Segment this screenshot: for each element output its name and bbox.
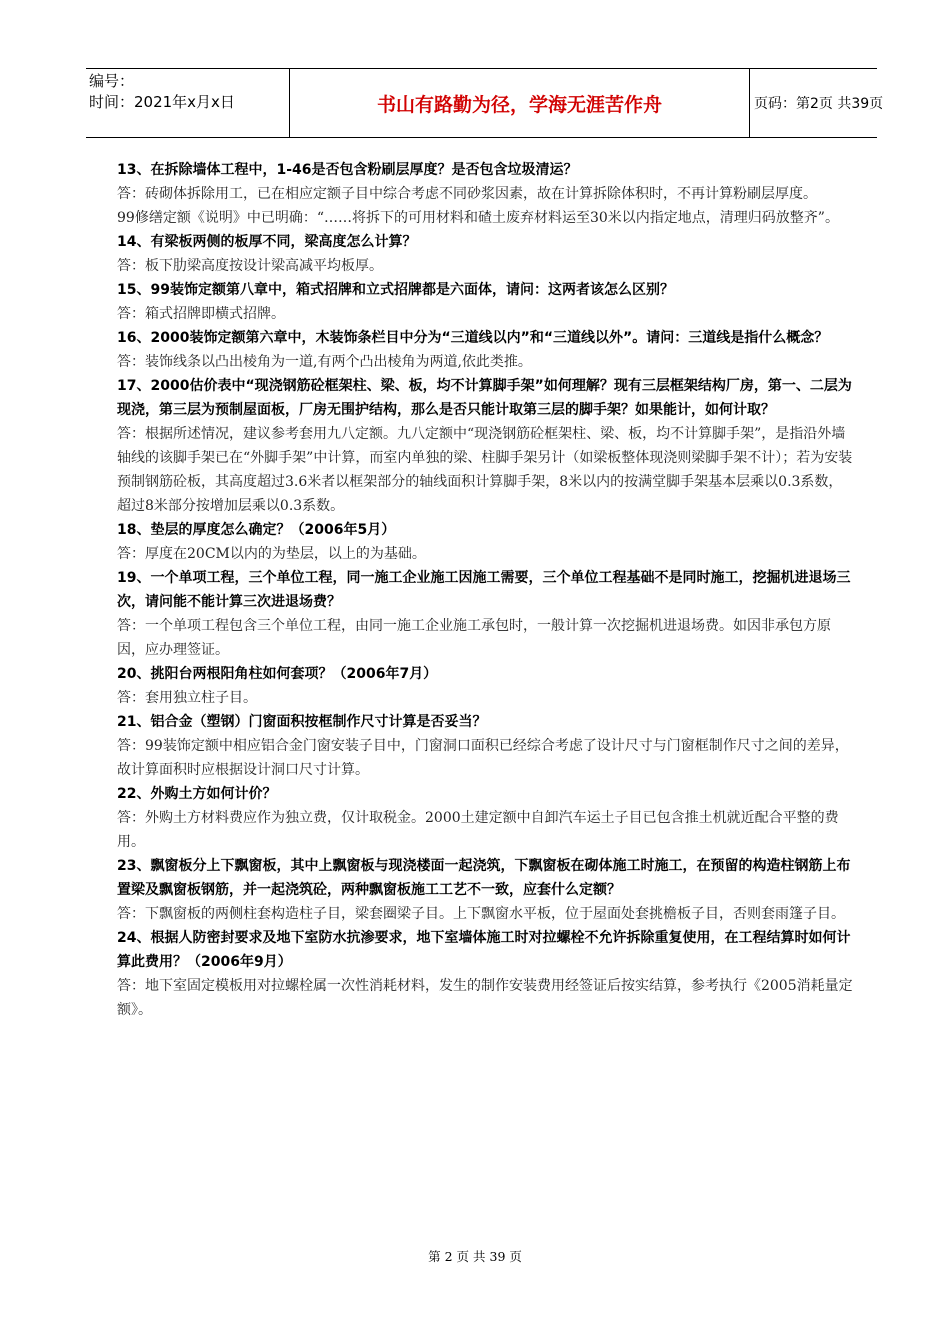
answer: 答：装饰线条以凸出棱角为一道,有两个凸出棱角为两道,依此类推。 [117,354,532,370]
answer: 答：砖砌体拆除用工，已在相应定额子目中综合考虑不同砂浆因素，故在计算拆除体积时，不再计算粉刷层厚度。 [117,186,817,202]
question: 23、飘窗板分上下飘窗板，其中上飘窗板与现浇楼面一起浇筑，下飘窗板在砌体施工时施工，在预留的构造柱钢筋上布置梁及飘窗板钢筋，并一起浇筑砼，两种飘窗板施工工艺不一致，应套什么定额？ [117,858,851,898]
footer-mid: 页 共 [456,1249,486,1264]
footer-total-pages: 39 [489,1249,506,1264]
document-time: 时间：2021年x月x日 [89,93,235,111]
answer: 答：箱式招牌即横式招牌。 [117,306,285,322]
question: 14、有梁板两侧的板厚不同，梁高度怎么计算？ [117,234,417,250]
footer-page-number: 2 [444,1249,453,1264]
question: 16、2000装饰定额第六章中，木装饰条栏目中分为“三道线以内”和“三道线以外”。请问：三道线是指什么概念？ [117,330,829,346]
page-footer [0,1247,950,1265]
document-number: 编号： [89,72,135,90]
qa-list [117,158,853,1022]
answer: 答：一个单项工程包含三个单位工程，由同一施工企业施工承包时，一般计算一次挖掘机进退场费。如因非承包方原因，应办理签证。 [117,618,831,658]
answer: 答：套用独立柱子目。 [117,690,257,706]
header-slogan: 书山有路勤为径，学海无涯苦作舟 [376,93,662,116]
answer: 答：厚度在20CM以内的为垫层，以上的为基础。 [117,546,426,562]
question: 21、铝合金（塑钢）门窗面积按框制作尺寸计算是否妥当？ [117,714,487,730]
answer: 答：板下肋梁高度按设计梁高减平均板厚。 [117,258,383,274]
question: 17、2000估价表中“现浇钢筋砼框架柱、梁、板，均不计算脚手架”如何理解？现有三层框架结构厂房，第一、二层为现浇，第三层为预制屋面板，厂房无围护结构，那么是否只能计取第三层的脚手架？如果能计，如何计取？ [117,378,852,418]
question: 18、垫层的厚度怎么确定？（2006年5月） [117,522,396,538]
question: 22、外购土方如何计价？ [117,786,277,802]
footer-prefix: 第 [428,1249,441,1264]
answer: 答：99装饰定额中相应铝合金门窗安装子目中，门窗洞口面积已经综合考虑了设计尺寸与门窗框制作尺寸之间的差异，故计算面积时应根据设计洞口尺寸计算。 [117,738,849,778]
header-meta [89,71,284,113]
question: 20、挑阳台两根阳角柱如何套项？（2006年7月） [117,666,438,682]
footer-suffix: 页 [509,1249,522,1264]
answer: 答：下飘窗板的两侧柱套构造柱子目，梁套圈梁子目。上下飘窗水平板，位于屋面处套挑檐板子目，否则套雨篷子目。 [117,906,845,922]
answer: 答：根据所述情况，建议参考套用九八定额。九八定额中“现浇钢筋砼框架柱、梁、板，均不计算脚手架”，是指沿外墙轴线的该脚手架已在“外脚手架”中计算，而室内单独的梁、柱脚手架另计（如梁板整体现浇则梁脚手架不计）；若为安装预制钢筋砼板，其高度超过3.6米者以框架部分的轴线面积计算脚手架，8米以内的按满堂脚手架基本层乘以0.3系数，超过8米部分按增加层乘以0.3系数。 [117,426,853,514]
question: 13、在拆除墙体工程中，1-46是否包含粉刷层厚度？是否包含垃圾清运？ [117,162,578,178]
answer: 99修缮定额《说明》中已明确：“……将拆下的可用材料和碴土废弃材料运至30米以内指定地点，清理归码放整齐”。 [117,210,839,226]
question: 19、一个单项工程，三个单位工程，同一施工企业施工因施工需要，三个单位工程基础不是同时施工，挖掘机进退场三次，请问能不能计算三次进退场费？ [117,570,851,610]
answer: 答：地下室固定模板用对拉螺栓属一次性消耗材料，发生的制作安装费用经签证后按实结算，参考执行《2005消耗量定额》。 [117,978,853,1018]
question: 15、99装饰定额第八章中，箱式招牌和立式招牌都是六面体，请问：这两者该怎么区别？ [117,282,674,298]
page-header [86,68,884,138]
question: 24、根据人防密封要求及地下室防水抗渗要求，地下室墙体施工时对拉螺栓不允许拆除重复使用，在工程结算时如何计算此费用？（2006年9月） [117,930,851,970]
answer: 答：外购土方材料费应作为独立费，仅计取税金。2000土建定额中自卸汽车运土子目已包含推土机就近配合平整的费用。 [117,810,839,850]
header-page-info: 页码：第2页 共39页 [754,96,884,112]
header-page-info-cell [754,69,884,137]
header-slogan-cell [289,69,750,137]
